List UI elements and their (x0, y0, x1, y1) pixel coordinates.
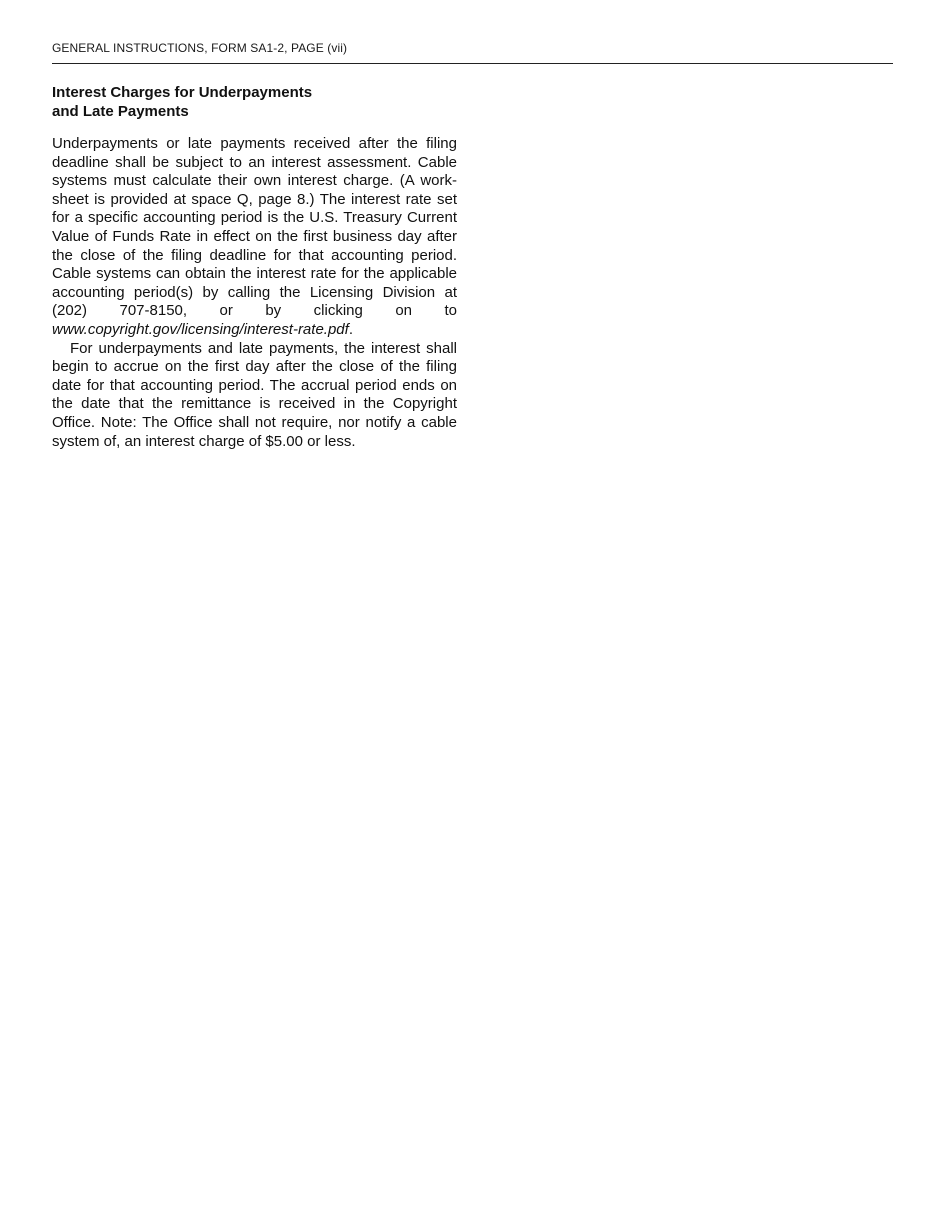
paragraph-1-text: Underpayments or late payments received after the filing deadline shall be subject to an interest assessment. Cable systems must calculate their own interest charge. (A work-sheet is provided at space Q, page 8.) The interest rate set for a specific accounting period is the U.S. Treasury Current Value of Funds Rate in effect on the first business day after the close of the filing deadline for that accounting period. Cable systems can obtain the interest rate for the applicable accounting period(s) by calling the Licensing Division at (202) 707-8150, or by clicking on to (52, 135, 457, 320)
section-title-line-2: and Late Payments (52, 103, 189, 120)
section-title (52, 83, 457, 121)
page-header (52, 41, 893, 64)
paragraph-2 (52, 340, 457, 452)
paragraph-1-end: . (348, 320, 353, 338)
left-column (52, 83, 457, 451)
interest-rate-url: www.copyright.gov/licensing/interest-rate.pdf (52, 320, 349, 338)
section-title-line-1: Interest Charges for Underpayments (52, 84, 313, 101)
paragraph-2-text: For underpayments and late payments, the interest shall begin to accrue on the first day after the close of the filing date for that accounting period. The accrual period ends on the date that the remittance is received in the Copyright Office. Note: The Office shall not require, nor notify a cable system of, an interest charge of $5.00 or less. (52, 339, 457, 450)
page-header-text: GENERAL INSTRUCTIONS, FORM SA1-2, PAGE (vii) (52, 41, 348, 55)
paragraph-1 (52, 135, 457, 340)
